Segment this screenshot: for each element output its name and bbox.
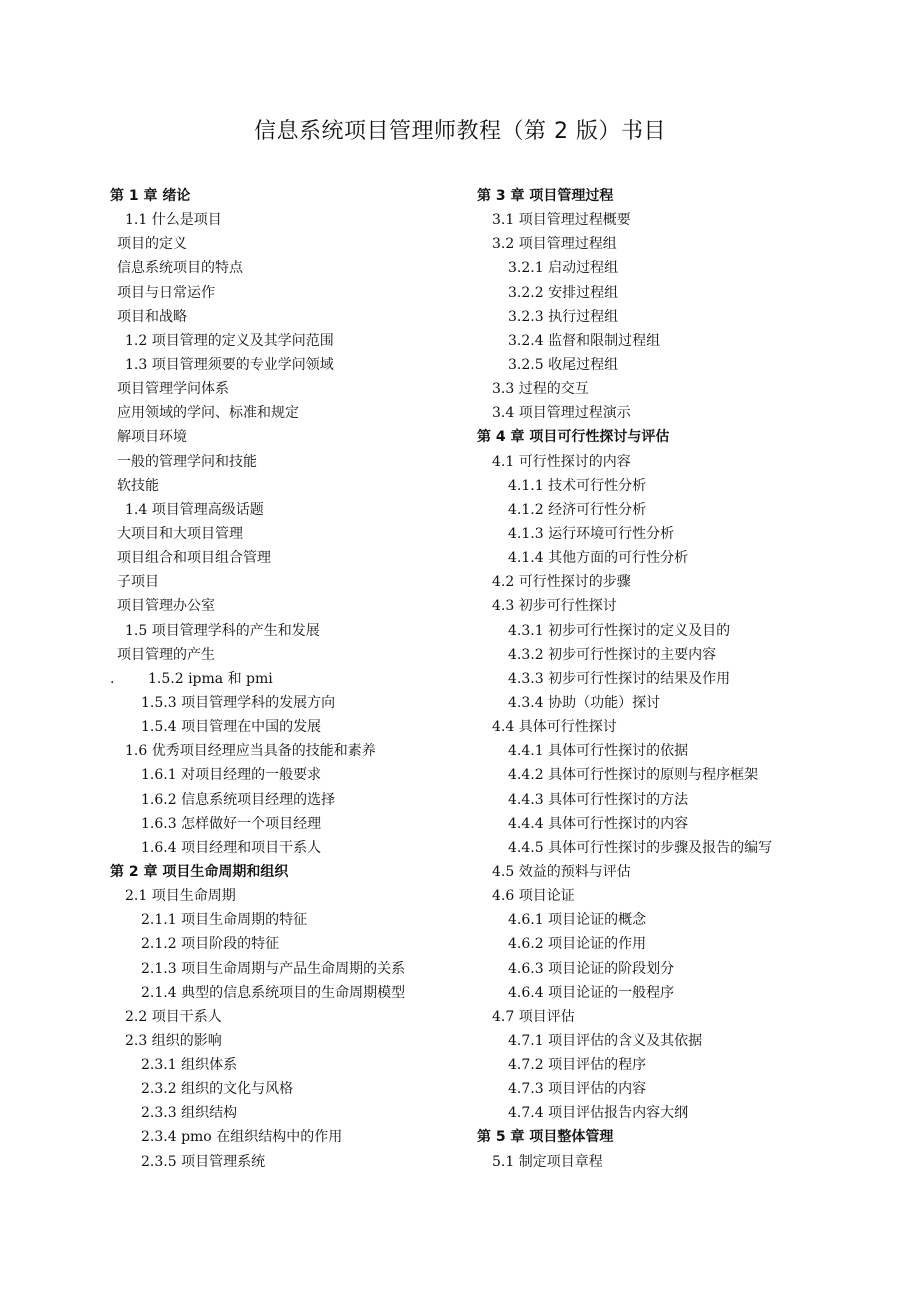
toc-subsection: 2.3.1 组织体系 <box>141 1057 238 1074</box>
toc-section: 1.6 优秀项目经理应当具备的技能和素养 <box>125 743 376 760</box>
toc-section: 1.3 项目管理须要的专业学问领域 <box>125 356 334 373</box>
toc-section: 子项目 <box>117 574 159 591</box>
toc-section: 应用领域的学问、标准和规定 <box>117 405 299 422</box>
toc-section: 项目组合和项目组合管理 <box>117 550 271 567</box>
toc-section: 一般的管理学问和技能 <box>117 453 257 470</box>
toc-subsection: 4.7.4 项目评估报告内容大纲 <box>508 1105 689 1122</box>
toc-subsection: 4.7.2 项目评估的程序 <box>508 1057 647 1074</box>
toc-section: 信息系统项目的特点 <box>117 260 243 277</box>
toc-chapter-heading: 第 2 章 项目生命周期和组织 <box>110 863 289 880</box>
toc-subsection: 2.3.3 组织结构 <box>141 1105 238 1122</box>
toc-subsection: 3.2.1 启动过程组 <box>508 260 619 277</box>
toc-section: 2.1 项目生命周期 <box>125 888 236 905</box>
toc-subsection: 1.6.1 对项目经理的一般要求 <box>141 767 322 784</box>
toc-subsection: 4.4.5 具体可行性探讨的步骤及报告的编写 <box>508 839 773 856</box>
toc-subsection: 2.1.2 项目阶段的特征 <box>141 936 280 953</box>
toc-section: 4.7 项目评估 <box>492 1008 575 1025</box>
toc-section: 3.3 过程的交互 <box>492 381 589 398</box>
toc-subsection: 4.3.3 初步可行性探讨的结果及作用 <box>508 670 731 687</box>
toc-section: 大项目和大项目管理 <box>117 525 243 542</box>
toc-section: 项目管理学问体系 <box>117 381 229 398</box>
toc-subsection: 4.6.3 项目论证的阶段划分 <box>508 960 675 977</box>
toc-subsection: 4.6.1 项目论证的概念 <box>508 912 647 929</box>
toc-section: 项目与日常运作 <box>117 284 215 301</box>
toc-section: 项目管理办公室 <box>117 598 215 615</box>
toc-subsection: 4.1.1 技术可行性分析 <box>508 477 647 494</box>
toc-subsection: 4.3.4 协助（功能）探讨 <box>508 694 661 711</box>
toc-section: 4.6 项目论证 <box>492 888 575 905</box>
toc-chapter-heading: 第 3 章 项目管理过程 <box>477 188 614 204</box>
toc-entry-text: 1.5.2 ipma 和 pmi <box>148 670 273 687</box>
toc-section: 软技能 <box>117 477 159 494</box>
toc-chapter-heading: 第 5 章 项目整体管理 <box>477 1129 614 1146</box>
toc-subsection: 4.4.3 具体可行性探讨的方法 <box>508 791 689 808</box>
toc-section: 项目的定义 <box>117 236 187 253</box>
document-title: 信息系统项目管理师教程（第 2 版）书目 <box>254 119 666 144</box>
toc-subsection: 4.4.4 具体可行性探讨的内容 <box>508 815 689 832</box>
toc-chapter-heading: 第 4 章 项目可行性探讨与评估 <box>477 429 670 446</box>
toc-subsection: 3.2.5 收尾过程组 <box>508 356 619 373</box>
toc-section: 4.3 初步可行性探讨 <box>492 598 617 615</box>
toc-section: 2.2 项目干系人 <box>125 1008 222 1025</box>
toc-section: 1.5 项目管理学科的产生和发展 <box>125 622 320 639</box>
toc-section: 项目和战略 <box>117 308 187 325</box>
toc-section: 5.1 制定项目章程 <box>492 1153 603 1170</box>
toc-subsection: 2.3.2 组织的文化与风格 <box>141 1081 294 1098</box>
toc-subsection: 4.1.2 经济可行性分析 <box>508 501 647 518</box>
toc-section: 4.1 可行性探讨的内容 <box>492 453 631 470</box>
toc-subsection: 4.3.1 初步可行性探讨的定义及目的 <box>508 622 731 639</box>
toc-subsection: 4.1.4 其他方面的可行性分析 <box>508 550 689 567</box>
toc-section: 1.4 项目管理高级话题 <box>125 501 264 518</box>
toc-left-column <box>110 184 470 1174</box>
toc-section: 4.5 效益的预料与评估 <box>492 863 631 880</box>
toc-section: 3.2 项目管理过程组 <box>492 236 617 253</box>
toc-section: 3.4 项目管理过程演示 <box>492 405 631 422</box>
toc-subsection: 4.3.2 初步可行性探讨的主要内容 <box>508 646 717 663</box>
toc-section: 4.2 可行性探讨的步骤 <box>492 574 631 591</box>
toc-subsection: 4.4.2 具体可行性探讨的原则与程序框架 <box>508 767 759 784</box>
toc-subsection: 1.5.4 项目管理在中国的发展 <box>141 719 322 736</box>
toc-subsection: 2.1.1 项目生命周期的特征 <box>141 912 308 929</box>
toc-entry <box>110 667 470 691</box>
toc-section: 项目管理的产生 <box>117 646 215 663</box>
stray-dot-mark: . <box>110 670 115 687</box>
toc-subsection: 2.3.5 项目管理系统 <box>141 1153 266 1170</box>
toc-chapter-heading: 第 1 章 绪论 <box>110 188 191 204</box>
toc-section: 2.3 组织的影响 <box>125 1032 222 1049</box>
toc-subsection: 4.4.1 具体可行性探讨的依据 <box>508 743 689 760</box>
toc-section: 解项目环境 <box>117 429 187 446</box>
toc-subsection: 4.7.1 项目评估的含义及其依据 <box>508 1032 703 1049</box>
toc-section: 1.1 什么是项目 <box>125 212 222 229</box>
toc-subsection: 1.6.3 怎样做好一个项目经理 <box>141 815 322 832</box>
toc-right-column <box>477 184 817 1174</box>
toc-subsection: 3.2.3 执行过程组 <box>508 308 619 325</box>
toc-subsection: 3.2.4 监督和限制过程组 <box>508 332 661 349</box>
toc-subsection: 1.6.2 信息系统项目经理的选择 <box>141 791 336 808</box>
toc-subsection: 1.5.3 项目管理学科的发展方向 <box>141 694 336 711</box>
toc-section: 4.4 具体可行性探讨 <box>492 719 617 736</box>
toc-subsection: 2.1.4 典型的信息系统项目的生命周期模型 <box>141 984 406 1001</box>
toc-subsection: 4.7.3 项目评估的内容 <box>508 1081 647 1098</box>
toc-subsection: 1.6.4 项目经理和项目干系人 <box>141 839 322 856</box>
toc-section: 1.2 项目管理的定义及其学问范围 <box>125 332 334 349</box>
toc-subsection: 4.1.3 运行环境可行性分析 <box>508 525 675 542</box>
toc-section: 3.1 项目管理过程概要 <box>492 212 631 229</box>
toc-subsection: 4.6.2 项目论证的作用 <box>508 936 647 953</box>
toc-subsection: 4.6.4 项目论证的一般程序 <box>508 984 675 1001</box>
toc-subsection: 3.2.2 安排过程组 <box>508 284 619 301</box>
toc-subsection: 2.1.3 项目生命周期与产品生命周期的关系 <box>141 960 406 977</box>
toc-subsection: 2.3.4 pmo 在组织结构中的作用 <box>141 1129 343 1146</box>
